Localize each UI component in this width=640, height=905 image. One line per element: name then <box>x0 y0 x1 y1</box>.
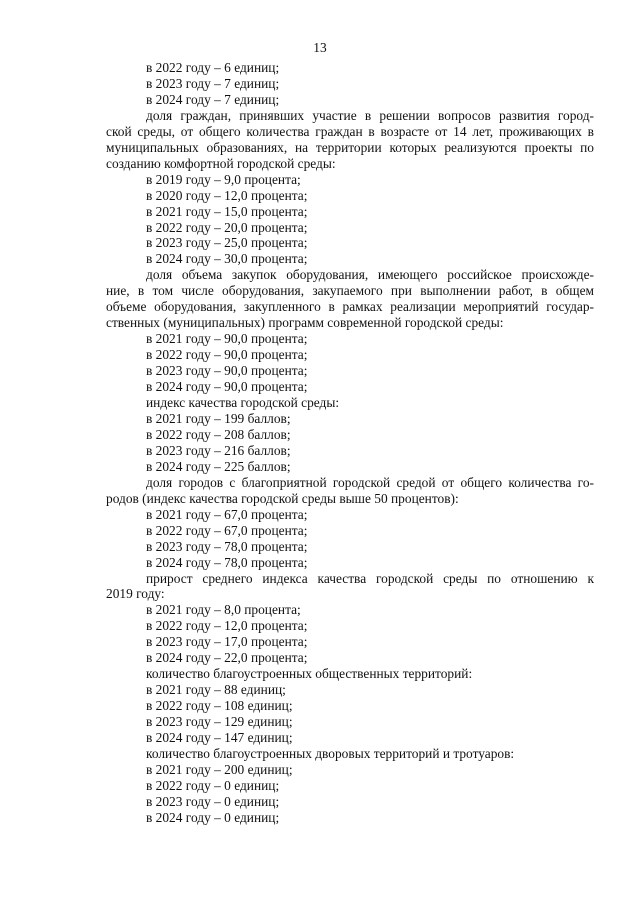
text-line: в 2022 году – 6 единиц; <box>146 60 280 75</box>
text-line: в 2021 году – 8,0 процента; <box>146 602 301 618</box>
text-line: в 2023 году – 90,0 процента; <box>146 363 308 379</box>
text-line: доля граждан, принявших участие в решении вопросов развития город- <box>146 107 594 123</box>
text-line: ской среды, от общего количества граждан в возрасте от 14 лет, проживающих в <box>106 123 594 139</box>
text-line: в 2020 году – 12,0 процента; <box>146 187 308 203</box>
text-line: в 2023 году – 129 единиц; <box>146 714 293 730</box>
text-line: в 2023 году – 0 единиц; <box>146 793 280 809</box>
text-line: в 2024 году – 147 единиц; <box>146 730 293 746</box>
text-line: родов (индекс качества городской среды выше 50 процентов): <box>106 490 459 506</box>
page-number: 13 <box>313 40 327 55</box>
text-line: 2019 году: <box>106 586 165 602</box>
text-line: в 2021 году – 88 единиц; <box>146 682 286 698</box>
text-line: количество благоустроенных дворовых территорий и тротуаров: <box>146 745 515 761</box>
text-line: в 2022 году – 208 баллов; <box>146 426 291 442</box>
text-line: в 2022 году – 90,0 процента; <box>146 347 308 363</box>
text-line: созданию комфортной городской среды: <box>106 155 336 171</box>
text-line: прирост среднего индекса качества городской среды по отношению к <box>146 570 594 586</box>
text-line: в 2023 году – 17,0 процента; <box>146 634 308 650</box>
text-line: ние, в том числе оборудования, закупаемого при выполнении работ, в общем <box>106 283 594 299</box>
text-line: объеме оборудования, закупленного в рамках реализации мероприятий государ- <box>106 299 594 315</box>
text-line: доля объема закупок оборудования, имеющего российское происхожде- <box>146 267 594 283</box>
text-line: в 2021 году – 90,0 процента; <box>146 331 308 347</box>
text-line: в 2023 году – 216 баллов; <box>146 442 291 458</box>
text-line: в 2022 году – 0 единиц; <box>146 777 280 793</box>
text-line: в 2022 году – 67,0 процента; <box>146 522 308 538</box>
text-line: в 2021 году – 67,0 процента; <box>146 506 308 522</box>
text-line: доля городов с благоприятной городской средой от общего количества го- <box>146 474 594 490</box>
text-line: в 2023 году – 78,0 процента; <box>146 538 308 554</box>
text-line: в 2024 году – 22,0 процента; <box>146 650 308 666</box>
text-line: в 2024 году – 225 баллов; <box>146 458 291 474</box>
text-line: в 2024 году – 7 единиц; <box>146 91 280 107</box>
text-line: в 2024 году – 0 единиц; <box>146 809 280 825</box>
text-line: в 2022 году – 108 единиц; <box>146 698 293 714</box>
text-line: в 2019 году – 9,0 процента; <box>146 171 301 187</box>
text-line: ственных (муниципальных) программ современной городской среды: <box>106 315 504 331</box>
text-line: в 2024 году – 90,0 процента; <box>146 379 308 395</box>
text-line: в 2021 году – 15,0 процента; <box>146 203 308 219</box>
document-body <box>106 60 594 826</box>
text-line: в 2022 году – 20,0 процента; <box>146 219 308 235</box>
text-line: в 2023 году – 25,0 процента; <box>146 235 308 251</box>
text-line: индекс качества городской среды: <box>146 395 340 411</box>
text-line: в 2021 году – 199 баллов; <box>146 410 291 426</box>
text-line: в 2021 году – 200 единиц; <box>146 761 293 777</box>
text-line: в 2024 году – 78,0 процента; <box>146 554 308 570</box>
text-line: количество благоустроенных общественных территорий: <box>146 666 473 682</box>
text-line: муниципальных образованиях, на территории которых реализуются проекты по <box>106 139 594 155</box>
text-line: в 2024 году – 30,0 процента; <box>146 251 308 267</box>
text-line: в 2023 году – 7 единиц; <box>146 75 280 91</box>
text-line: в 2022 году – 12,0 процента; <box>146 618 308 634</box>
